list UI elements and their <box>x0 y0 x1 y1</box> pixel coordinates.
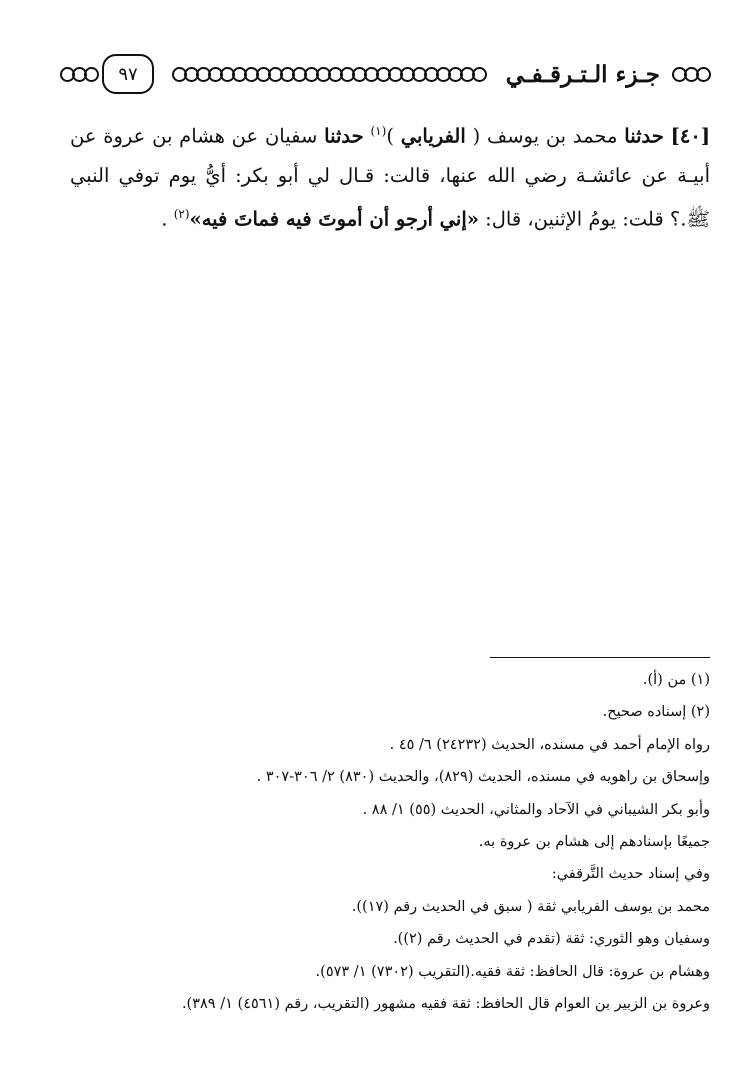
footnote-line: (٢) إسناده صحيح. <box>602 704 710 721</box>
hadith-text <box>70 112 710 238</box>
narrator-nisba: الفريابي <box>400 124 466 148</box>
narrator-close: ) <box>386 124 394 148</box>
footnote-line: رواه الإمام أحمد في مسنده، الحديث (٢٤٢٣٢) ٦/ ٤٥ . <box>389 736 710 753</box>
ornament-band <box>162 52 494 96</box>
footnotes <box>60 664 710 1020</box>
footnote-ref-1: (١) <box>370 124 387 138</box>
ornament-left <box>60 52 96 96</box>
page-title: جـزء الـتـرقـفـي <box>505 60 660 88</box>
footnote-line: وأبو بكر الشيباني في الآحاد والمثاني، الحديث (٥٥) ١/ ٨٨ . <box>362 801 710 818</box>
footnote-ref-2: (٢) <box>173 206 190 221</box>
hadith-number: [٤٠] <box>670 124 711 148</box>
page-number: ٩٧ <box>102 54 154 94</box>
footnote-line: وإسحاق بن راهويه في مسنده، الحديث (٨٢٩)، والحديث (٨٣٠) ٢/ ٣٠٦-٣٠٧ . <box>256 769 710 786</box>
footnote-line: وسفيان وهو الثوري: ثقة (تقدم في الحديث رقم (٢)). <box>393 931 710 948</box>
footnote-line: وهشام بن عروة: قال الحافظ: ثقة فقيه.(التقريب (٧٣٠٢) ١/ ٥٧٣). <box>315 963 710 980</box>
hadith-quote: «إني أرجو أن أموتَ فيه فماتَ فيه» <box>189 207 479 230</box>
narration-verb: حدثنا <box>624 124 664 148</box>
narrator-text: محمد بن يوسف ( <box>472 124 618 148</box>
footnote-line: (١) من (أ). <box>642 672 710 688</box>
footnote-line: جميعًا بإسنادهم إلى هشام بن عروة به. <box>478 833 710 850</box>
ornament-ring-icon <box>472 67 487 82</box>
page-header <box>60 52 708 96</box>
footnote-line: محمد بن يوسف الفريابي ثقة ( سبق في الحديث رقم (١٧)). <box>351 898 710 915</box>
ornament-right <box>672 52 708 96</box>
footnote-line: وعروة بن الزبير بن العوام قال الحافظ: ثقة فقيه مشهور (التقريب، رقم (٤٥٦١) ١/ ٣٨٩). <box>181 995 710 1012</box>
narration-verb-2: حدثنا <box>324 124 364 148</box>
hadith-end: . <box>161 207 168 230</box>
footnote-divider <box>490 657 710 658</box>
ornament-ring-icon <box>84 67 99 82</box>
hadith-body: سفيان عن هشام بن عروة عن أبيـة عن عائشـة رضي الله عنها، قالت: قـال لي أبو بكر: أيُّ يوم توفي النبي ﷺ.؟ قلت: يومُ الإثنين، قال: <box>70 124 710 230</box>
footnote-line: وفي إسناد حديث التَّرقفي: <box>551 866 710 883</box>
ornament-ring-icon <box>696 67 711 82</box>
